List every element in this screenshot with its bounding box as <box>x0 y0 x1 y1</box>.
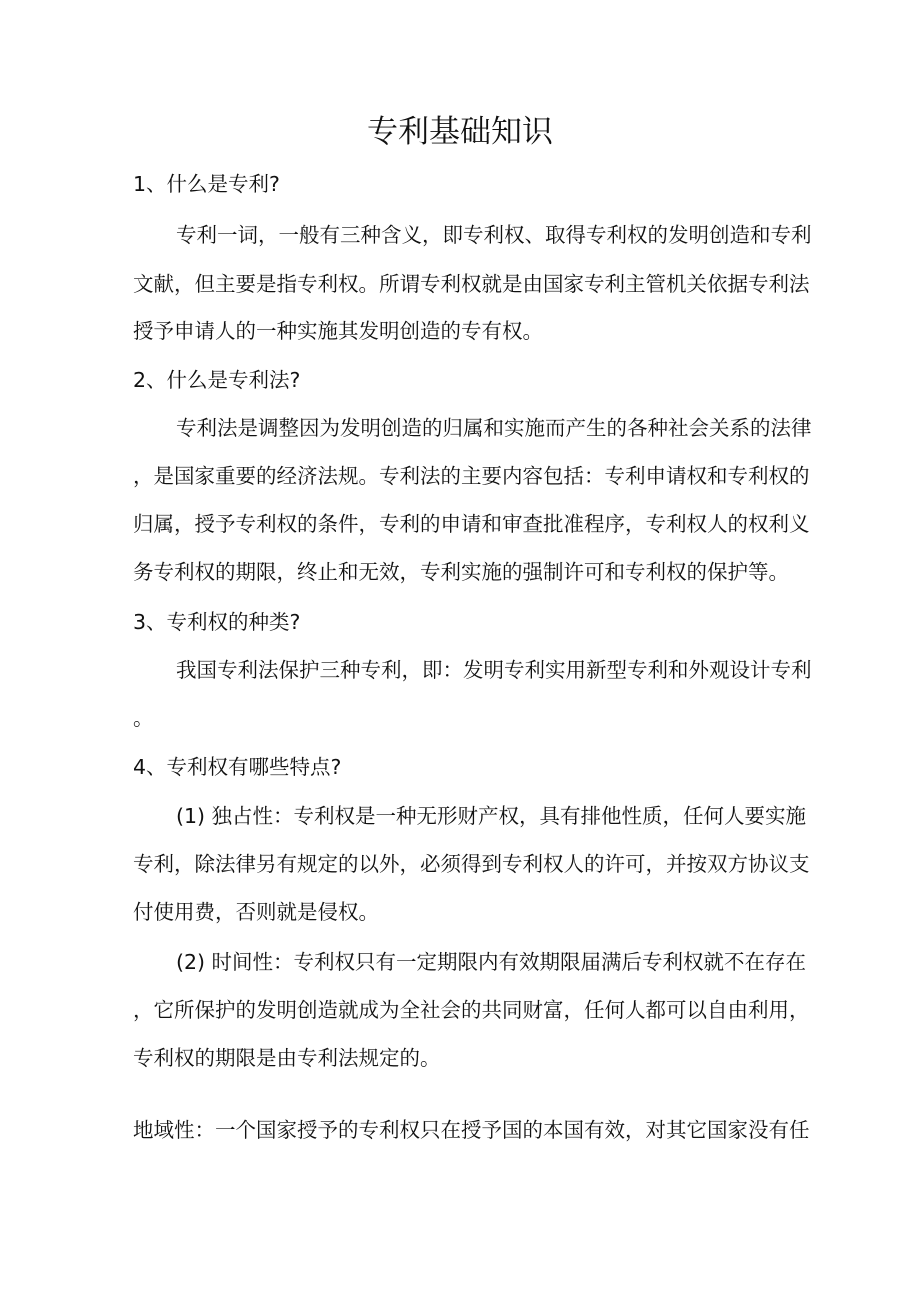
document-title: 专利基础知识 <box>367 114 553 150</box>
paragraph-line: 授予申请人的一种实施其发明创造的专有权。 <box>133 319 543 343</box>
section-heading: 3、专利权的种类? <box>133 610 301 634</box>
paragraph-line: 付使用费，否则就是侵权。 <box>133 900 379 924</box>
section-heading: 4、专利权有哪些特点? <box>133 755 342 779</box>
paragraph-line: 归属，授予专利权的条件，专利的申请和审查批准程序，专利权人的权利义 <box>133 512 810 536</box>
paragraph-line: 。 <box>133 706 154 730</box>
paragraph-line: 专利法是调整因为发明创造的归属和实施而产生的各种社会关系的法律 <box>176 416 812 440</box>
paragraph-line: ，是国家重要的经济法规。专利法的主要内容包括：专利申请权和专利权的 <box>133 464 810 488</box>
paragraph-line: 文献，但主要是指专利权。所谓专利权就是由国家专利主管机关依据专利法 <box>133 272 810 296</box>
paragraph-line: 务专利权的期限，终止和无效，专利实施的强制许可和专利权的保护等。 <box>133 560 789 584</box>
paragraph-line: 专利一词，一般有三种含义，即专利权、取得专利权的发明创造和专利 <box>176 223 812 247</box>
section-heading: 1、什么是专利? <box>133 172 280 196</box>
paragraph-line: ，它所保护的发明创造就成为全社会的共同财富，任何人都可以自由利用， <box>133 998 810 1022</box>
paragraph-line: (1) 独占性：专利权是一种无形财产权，具有排他性质，任何人要实施 <box>176 804 807 828</box>
section-heading: 2、什么是专利法? <box>133 368 301 392</box>
paragraph-line: (2) 时间性：专利权只有一定期限内有效期限届满后专利权就不在存在 <box>176 950 807 974</box>
paragraph-line: 地域性：一个国家授予的专利权只在授予国的本国有效，对其它国家没有任 <box>133 1118 810 1142</box>
paragraph-line: 专利权的期限是由专利法规定的。 <box>133 1046 441 1070</box>
paragraph-line: 我国专利法保护三种专利，即：发明专利实用新型专利和外观设计专利 <box>176 658 812 682</box>
paragraph-line: 专利，除法律另有规定的以外，必须得到专利权人的许可，并按双方协议支 <box>133 852 810 876</box>
